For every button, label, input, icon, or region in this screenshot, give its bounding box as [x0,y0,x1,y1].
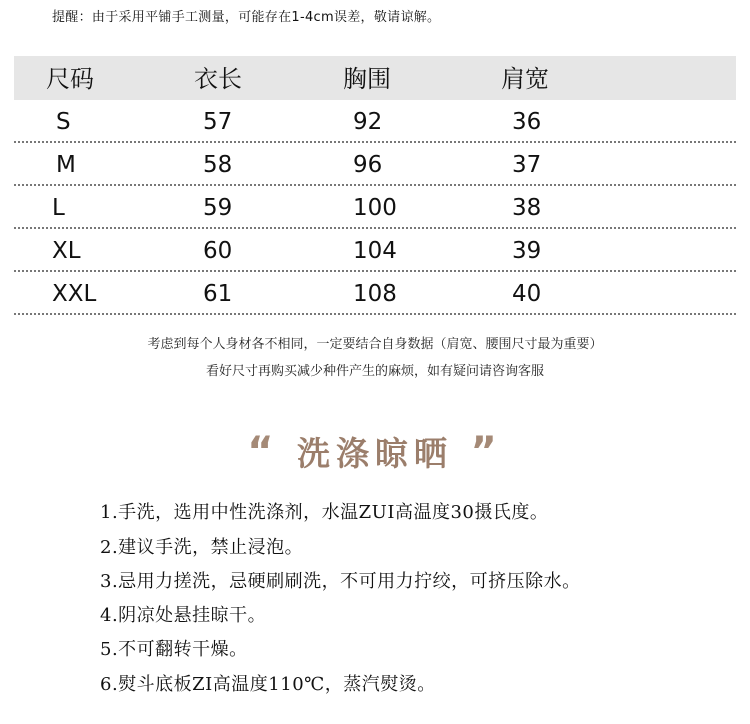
table-row [14,100,736,143]
cell-shoulder: 39 [512,238,542,264]
table-row [14,186,736,229]
header-length: 衣长 [194,65,242,93]
wash-instruction: 5.不可翻转干燥。 [100,639,248,660]
cell-shoulder: 40 [512,281,542,307]
cell-size: S [56,109,71,135]
wash-instruction: 4.阴凉处悬挂晾干。 [100,605,267,626]
cell-chest: 104 [353,238,397,264]
cell-size: XXL [52,281,97,307]
cell-length: 61 [203,281,233,307]
wash-title-text: 洗涤晾晒 [297,434,453,473]
cell-size: M [56,152,76,178]
cell-chest: 108 [353,281,397,307]
header-chest: 胸围 [343,65,391,93]
fit-note: 看好尺寸再购买减少种件产生的麻烦，如有疑问请咨询客服 [205,364,544,379]
header-shoulder: 肩宽 [501,65,549,93]
cell-length: 57 [203,109,233,135]
cell-length: 60 [203,238,233,264]
wash-section-title [0,428,750,475]
table-row [14,143,736,186]
cell-chest: 100 [353,195,397,221]
wash-instruction: 1.手洗，选用中性洗涤剂，水温ZUI高温度30摄氏度。 [100,502,549,523]
cell-chest: 92 [353,109,383,135]
wash-instruction: 6.熨斗底板ZI高温度110℃，蒸汽熨烫。 [100,674,436,695]
cell-shoulder: 36 [512,109,542,135]
table-row [14,272,736,315]
cell-length: 59 [203,195,233,221]
cell-size: XL [52,238,81,264]
open-quote: “ [247,429,280,475]
header-size: 尺码 [46,65,94,93]
wash-instruction: 3.忌用力搓洗，忌硬刷刷洗，不可用力拧绞，可挤压除水。 [100,571,581,592]
cell-chest: 96 [353,152,383,178]
size-table [14,56,736,315]
table-header-row [14,56,736,100]
cell-shoulder: 37 [512,152,542,178]
close-quote: ” [470,429,503,475]
table-row [14,229,736,272]
cell-shoulder: 38 [512,195,542,221]
fit-note: 考虑到每个人身材各不相同，一定要结合自身数据（肩宽、腰围尺寸最为重要） [147,337,603,352]
cell-length: 58 [203,152,233,178]
measurement-notice: 提醒：由于采用平铺手工测量，可能存在1-4cm误差，敬请谅解。 [52,10,441,25]
wash-instruction: 2.建议手洗，禁止浸泡。 [100,537,304,558]
cell-size: L [52,195,65,221]
